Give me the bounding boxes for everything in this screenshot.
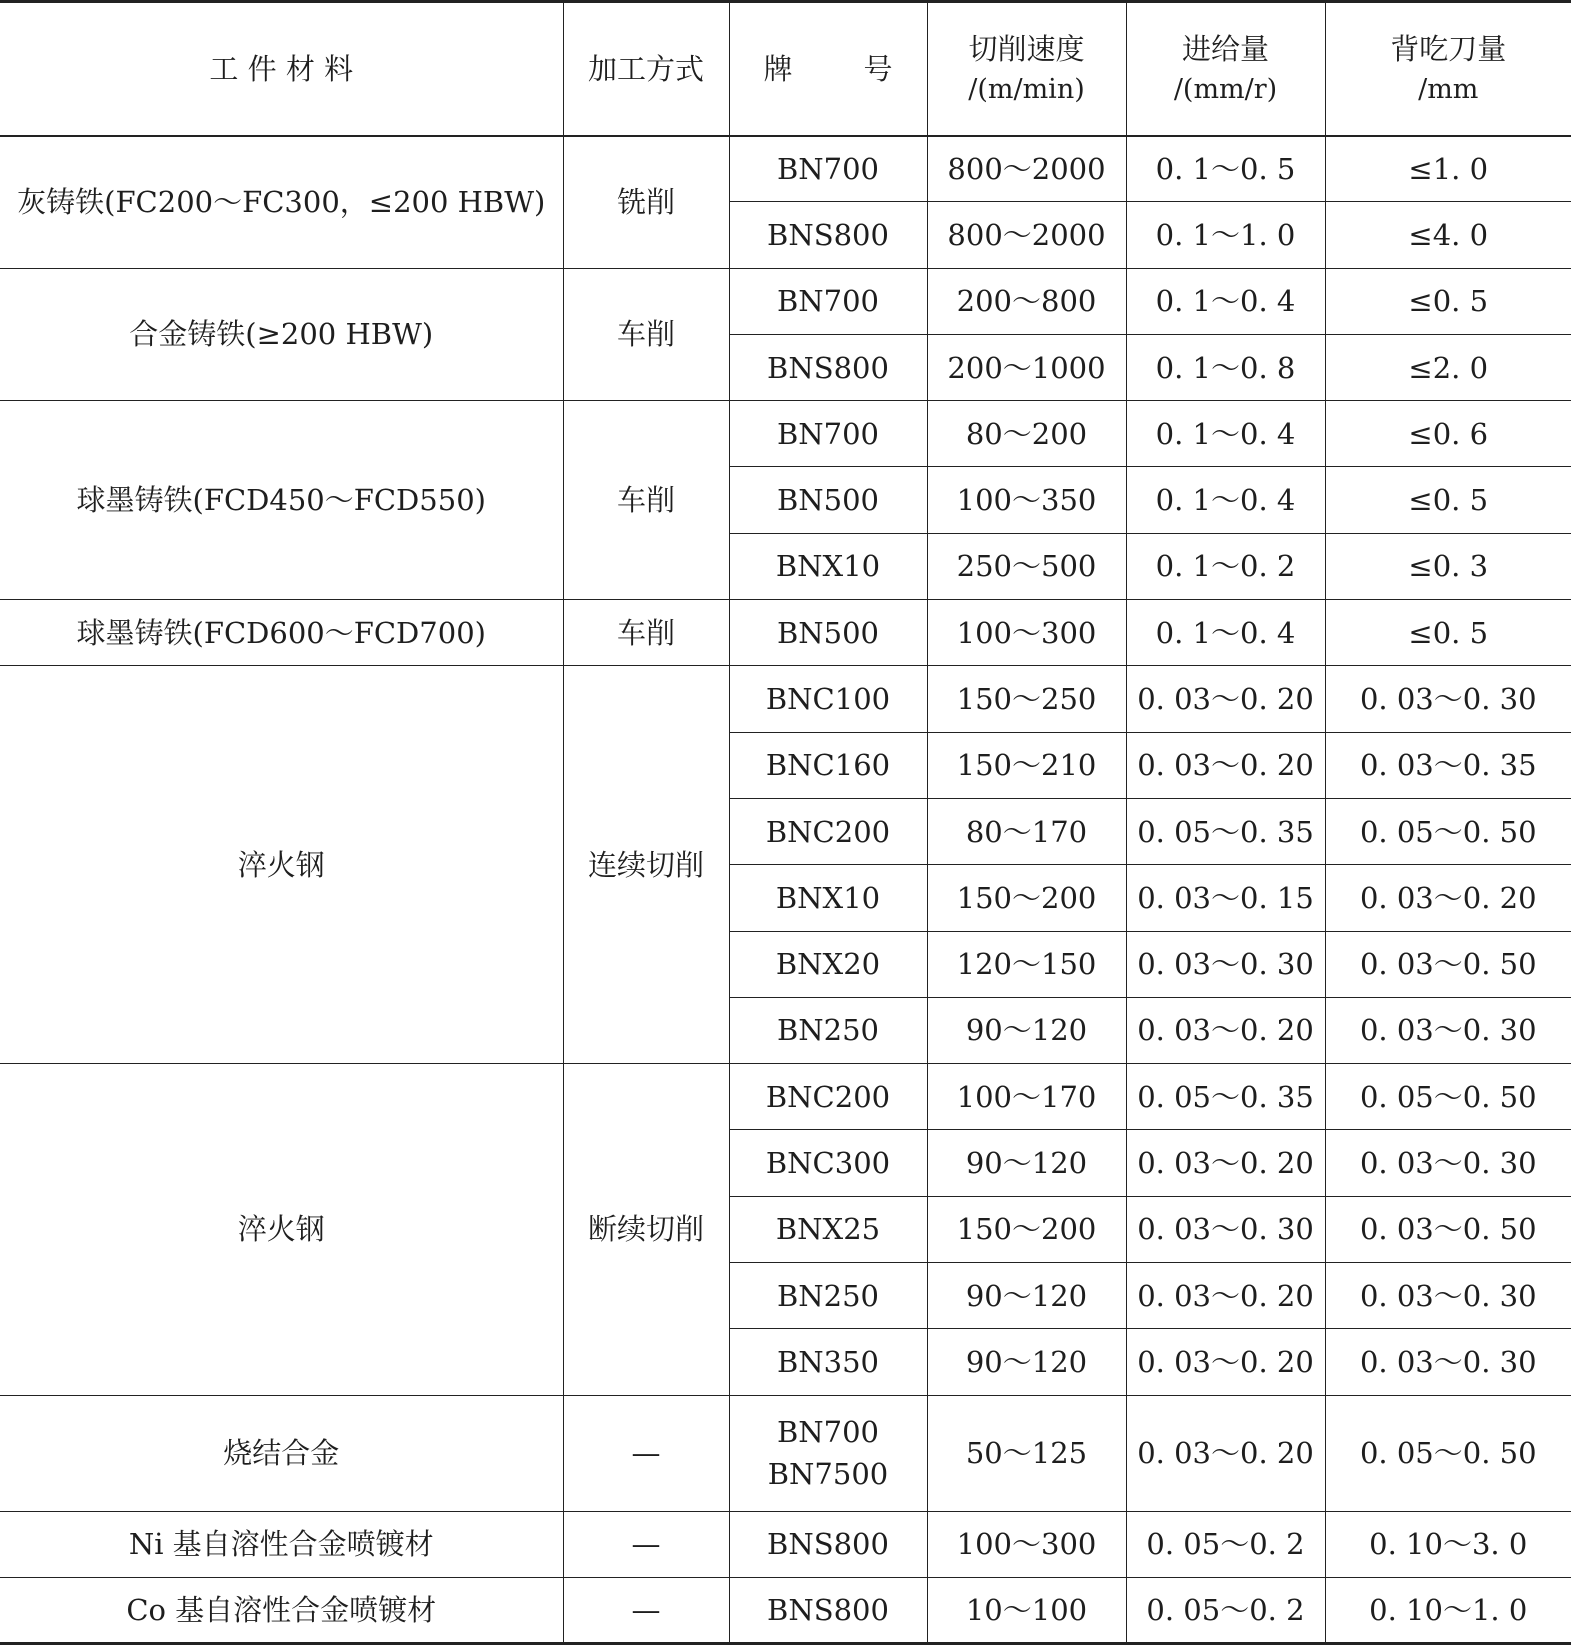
header-speed-title: 切削速度	[928, 28, 1126, 70]
speed-cell: 100～170	[927, 1064, 1126, 1130]
table-row	[0, 268, 1571, 334]
speed-cell: 150～250	[927, 666, 1126, 732]
brand-cell: BNC200	[729, 1064, 927, 1130]
brand-cell: BN250	[729, 997, 927, 1063]
feed-cell: 0. 1～0. 8	[1126, 334, 1325, 400]
speed-cell: 80～200	[927, 401, 1126, 467]
header-brand	[729, 2, 927, 136]
feed-cell: 0. 1～1. 0	[1126, 202, 1325, 268]
brand-cell: BN500	[729, 600, 927, 666]
feed-cell: 0. 05～0. 35	[1126, 1064, 1325, 1130]
method-cell: 断续切削	[563, 1064, 729, 1395]
depth-cell: ≤0. 5	[1325, 467, 1571, 533]
material-cell: 合金铸铁(≥200 HBW)	[0, 268, 563, 401]
speed-cell: 100～300	[927, 600, 1126, 666]
header-depth-unit: /mm	[1326, 70, 1571, 109]
brand-cell: BN350	[729, 1329, 927, 1395]
feed-cell: 0. 1～0. 4	[1126, 600, 1325, 666]
header-depth	[1325, 2, 1571, 136]
speed-cell: 250～500	[927, 533, 1126, 599]
table-row	[0, 600, 1571, 666]
feed-cell: 0. 03～0. 20	[1126, 997, 1325, 1063]
depth-cell: ≤0. 6	[1325, 401, 1571, 467]
speed-cell: 800～2000	[927, 136, 1126, 202]
feed-cell: 0. 05～0. 35	[1126, 798, 1325, 864]
feed-cell: 0. 05～0. 2	[1126, 1511, 1325, 1577]
speed-cell: 10～100	[927, 1577, 1126, 1643]
depth-cell: 0. 05～0. 50	[1325, 1395, 1571, 1511]
feed-cell: 0. 1～0. 4	[1126, 268, 1325, 334]
feed-cell: 0. 03～0. 20	[1126, 1329, 1325, 1395]
brand-cell: BNS800	[729, 1577, 927, 1643]
depth-cell: 0. 03～0. 30	[1325, 1130, 1571, 1196]
header-feed-unit: /(mm/r)	[1127, 70, 1325, 109]
table-row	[0, 1064, 1571, 1130]
speed-cell: 120～150	[927, 931, 1126, 997]
depth-cell: 0. 03～0. 35	[1325, 732, 1571, 798]
method-cell: —	[563, 1395, 729, 1511]
brand-cell	[729, 1395, 927, 1511]
brand-cell: BNC200	[729, 798, 927, 864]
depth-cell: 0. 03～0. 50	[1325, 931, 1571, 997]
depth-cell: 0. 03～0. 30	[1325, 666, 1571, 732]
speed-cell: 800～2000	[927, 202, 1126, 268]
header-method	[563, 2, 729, 136]
depth-cell: 0. 10～3. 0	[1325, 1511, 1571, 1577]
header-speed	[927, 2, 1126, 136]
feed-cell: 0. 03～0. 20	[1126, 666, 1325, 732]
material-cell: 球墨铸铁(FCD600～FCD700)	[0, 600, 563, 666]
header-method-label: 加工方式	[588, 52, 704, 86]
method-cell: 连续切削	[563, 666, 729, 1064]
depth-cell: ≤4. 0	[1325, 202, 1571, 268]
material-cell: Ni 基自溶性合金喷镀材	[0, 1511, 563, 1577]
speed-cell: 100～300	[927, 1511, 1126, 1577]
depth-cell: 0. 03～0. 50	[1325, 1196, 1571, 1262]
feed-cell: 0. 1～0. 4	[1126, 401, 1325, 467]
speed-cell: 200～800	[927, 268, 1126, 334]
depth-cell: 0. 05～0. 50	[1325, 798, 1571, 864]
table-row	[0, 1511, 1571, 1577]
depth-cell: 0. 03～0. 20	[1325, 865, 1571, 931]
brand-line: BN7500	[730, 1453, 927, 1495]
brand-cell: BNS800	[729, 202, 927, 268]
brand-cell: BN700	[729, 401, 927, 467]
table-row	[0, 666, 1571, 732]
header-brand-char-2: 号	[863, 48, 892, 90]
feed-cell: 0. 03～0. 20	[1126, 1395, 1325, 1511]
speed-cell: 150～200	[927, 1196, 1126, 1262]
speed-cell: 100～350	[927, 467, 1126, 533]
method-cell: 车削	[563, 600, 729, 666]
brand-cell: BNX20	[729, 931, 927, 997]
feed-cell: 0. 03～0. 30	[1126, 931, 1325, 997]
brand-line: BN700	[730, 1411, 927, 1453]
brand-cell: BN500	[729, 467, 927, 533]
material-cell: 淬火钢	[0, 1064, 563, 1395]
feed-cell: 0. 03～0. 20	[1126, 1263, 1325, 1329]
depth-cell: ≤2. 0	[1325, 334, 1571, 400]
speed-cell: 90～120	[927, 1263, 1126, 1329]
speed-cell: 80～170	[927, 798, 1126, 864]
feed-cell: 0. 03～0. 30	[1126, 1196, 1325, 1262]
speed-cell: 50～125	[927, 1395, 1126, 1511]
depth-cell: 0. 03～0. 30	[1325, 1263, 1571, 1329]
brand-cell: BN700	[729, 268, 927, 334]
depth-cell: ≤1. 0	[1325, 136, 1571, 202]
feed-cell: 0. 03～0. 20	[1126, 1130, 1325, 1196]
depth-cell: ≤0. 3	[1325, 533, 1571, 599]
header-speed-unit: /(m/min)	[928, 70, 1126, 109]
table-row	[0, 1577, 1571, 1643]
feed-cell: 0. 03～0. 15	[1126, 865, 1325, 931]
method-cell: 铣削	[563, 136, 729, 269]
header-material	[0, 2, 563, 136]
brand-cell: BNX10	[729, 533, 927, 599]
material-cell: 淬火钢	[0, 666, 563, 1064]
feed-cell: 0. 1～0. 2	[1126, 533, 1325, 599]
feed-cell: 0. 1～0. 5	[1126, 136, 1325, 202]
feed-cell: 0. 1～0. 4	[1126, 467, 1325, 533]
header-feed	[1126, 2, 1325, 136]
table-body	[0, 136, 1571, 1644]
speed-cell: 150～200	[927, 865, 1126, 931]
header-material-label: 工 件 材 料	[209, 52, 353, 86]
brand-cell: BNC100	[729, 666, 927, 732]
brand-cell: BNX25	[729, 1196, 927, 1262]
brand-cell: BNS800	[729, 334, 927, 400]
header-row	[0, 2, 1571, 136]
speed-cell: 150～210	[927, 732, 1126, 798]
depth-cell: 0. 10～1. 0	[1325, 1577, 1571, 1643]
brand-cell: BNC300	[729, 1130, 927, 1196]
brand-cell: BNX10	[729, 865, 927, 931]
brand-cell: BNS800	[729, 1511, 927, 1577]
table-row	[0, 136, 1571, 202]
material-cell: 灰铸铁(FC200～FC300，≤200 HBW)	[0, 136, 563, 269]
speed-cell: 90～120	[927, 1130, 1126, 1196]
header-brand-char-1: 牌	[764, 48, 793, 90]
method-cell: 车削	[563, 268, 729, 401]
material-cell: 烧结合金	[0, 1395, 563, 1511]
depth-cell: 0. 05～0. 50	[1325, 1064, 1571, 1130]
method-cell: —	[563, 1511, 729, 1577]
speed-cell: 90～120	[927, 1329, 1126, 1395]
brand-cell: BNC160	[729, 732, 927, 798]
depth-cell: ≤0. 5	[1325, 268, 1571, 334]
table-row	[0, 1395, 1571, 1511]
speed-cell: 90～120	[927, 997, 1126, 1063]
method-cell: —	[563, 1577, 729, 1643]
depth-cell: 0. 03～0. 30	[1325, 1329, 1571, 1395]
feed-cell: 0. 05～0. 2	[1126, 1577, 1325, 1643]
brand-cell: BN700	[729, 136, 927, 202]
material-cell: Co 基自溶性合金喷镀材	[0, 1577, 563, 1643]
header-feed-title: 进给量	[1127, 28, 1325, 70]
depth-cell: ≤0. 5	[1325, 600, 1571, 666]
depth-cell: 0. 03～0. 30	[1325, 997, 1571, 1063]
feed-cell: 0. 03～0. 20	[1126, 732, 1325, 798]
method-cell: 车削	[563, 401, 729, 600]
brand-cell: BN250	[729, 1263, 927, 1329]
header-brand-label	[730, 48, 927, 90]
speed-cell: 200～1000	[927, 334, 1126, 400]
header-depth-title: 背吃刀量	[1326, 28, 1571, 70]
material-cell: 球墨铸铁(FCD450～FCD550)	[0, 401, 563, 600]
table-row	[0, 401, 1571, 467]
